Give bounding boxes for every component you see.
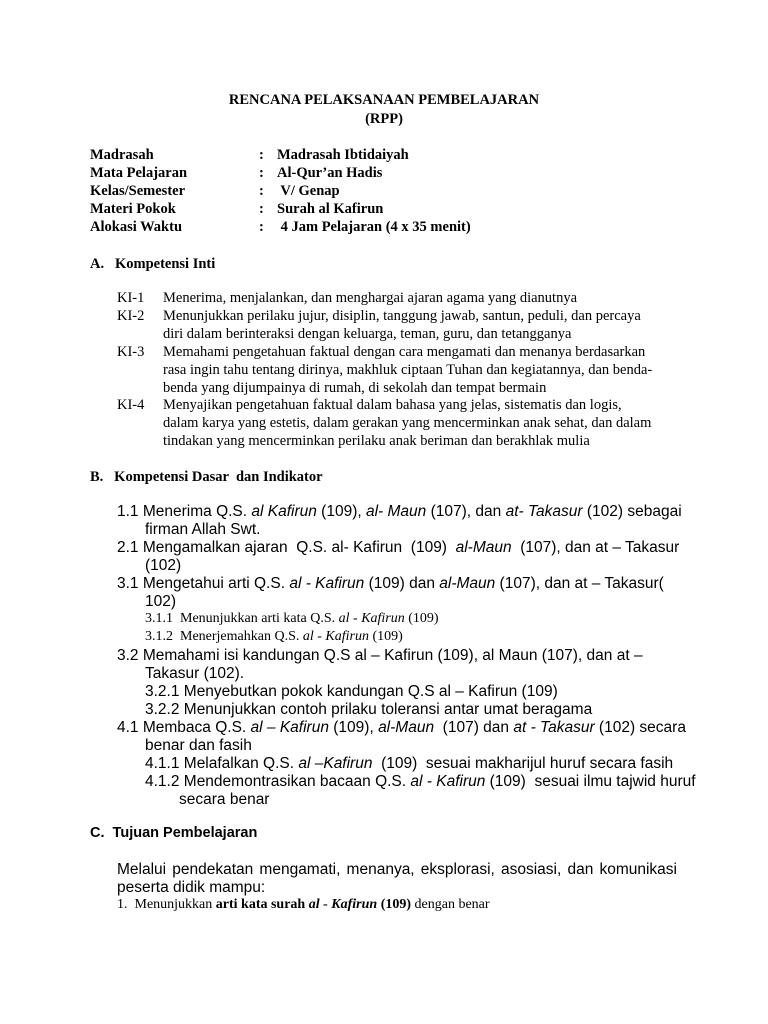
- kd-item: 2.1 Mengamalkan ajaran Q.S. al- Kafirun (109) al-Maun (107), dan at – Takasur: [117, 539, 680, 556]
- kd-item: 3.1 Mengetahui arti Q.S. al - Kafirun (109) dan al-Maun (107), dan at – Takasur(: [117, 575, 664, 592]
- identity-label: Mata Pelajaran: [90, 165, 188, 181]
- section-b-heading: B. Kompetensi Dasar dan Indikator: [90, 469, 323, 485]
- ki-text: Menunjukkan perilaku jujur, disiplin, tanggung jawab, santun, peduli, dan percaya: [163, 308, 641, 324]
- identity-value: 4 Jam Pelajaran (4 x 35 menit): [277, 219, 471, 235]
- indicator-item: 4.1.1 Melafalkan Q.S. al –Kafirun (109) sesuai makharijul huruf secara fasih: [145, 755, 674, 772]
- ki-text: Menerima, menjalankan, dan menghargai ajaran agama yang dianutnya: [163, 290, 578, 306]
- identity-label: Madrasah: [90, 147, 154, 163]
- identity-label: Kelas/Semester: [90, 183, 186, 199]
- kd-item-continuation: (102): [145, 557, 182, 574]
- section-a-heading: A. Kompetensi Inti: [90, 256, 216, 272]
- identity-colon: :: [259, 165, 264, 181]
- indicator-item: 3.1.1 Menunjukkan arti kata Q.S. al - Kafirun (109): [145, 611, 439, 626]
- identity-value: V/ Genap: [277, 183, 340, 199]
- indicator-item: 3.1.2 Menerjemahkan Q.S. al - Kafirun (109): [145, 629, 403, 644]
- objective-paragraph-line: Melalui pendekatan mengamati, menanya, eksplorasi, asosiasi, dan komunikasi: [117, 861, 677, 878]
- indicator-item: 3.2.1 Menyebutkan pokok kandungan Q.S al – Kafirun (109): [145, 683, 558, 700]
- kd-item: 1.1 Menerima Q.S. al Kafirun (109), al- Maun (107), dan at- Takasur (102) sebagai: [117, 503, 682, 520]
- ki-code: KI-2: [117, 308, 145, 324]
- section-c-heading: C. Tujuan Pembelajaran: [90, 825, 258, 841]
- ki-text: rasa ingin tahu tentang dirinya, makhluk ciptaan Tuhan dan kegiatannya, dan benda-: [163, 362, 653, 378]
- doc-title: RENCANA PELAKSANAAN PEMBELAJARAN: [228, 92, 540, 108]
- identity-value: Madrasah Ibtidaiyah: [277, 147, 409, 163]
- indicator-item: 4.1.2 Mendemontrasikan bacaan Q.S. al - Kafirun (109) sesuai ilmu tajwid huruf: [145, 773, 696, 790]
- indicator-item-continuation: secara benar: [179, 791, 270, 808]
- identity-label: Materi Pokok: [90, 201, 176, 217]
- identity-value: Surah al Kafirun: [277, 201, 384, 217]
- kd-item-continuation: Takasur (102).: [145, 665, 245, 682]
- ki-text: Memahami pengetahuan faktual dengan cara mengamati dan menanya berdasarkan: [163, 344, 646, 360]
- indicator-item: 3.2.2 Menunjukkan contoh prilaku toleransi antar umat beragama: [145, 701, 593, 718]
- ki-code: KI-1: [117, 290, 145, 306]
- identity-colon: :: [259, 219, 264, 235]
- ki-code: KI-4: [117, 397, 145, 413]
- ki-text: dalam karya yang estetis, dalam gerakan yang mencerminkan anak sehat, dan dalam: [163, 415, 652, 431]
- kd-item-continuation: firman Allah Swt.: [145, 521, 261, 538]
- identity-colon: :: [259, 201, 264, 217]
- ki-text: benda yang dijumpainya di rumah, di sekolah dan tempat bermain: [163, 380, 547, 396]
- kd-item-continuation: 102): [145, 593, 177, 610]
- kd-item-continuation: benar dan fasih: [145, 737, 252, 754]
- identity-colon: :: [259, 183, 264, 199]
- ki-code: KI-3: [117, 344, 145, 360]
- kd-item: 4.1 Membaca Q.S. al – Kafirun (109), al-Maun (107) dan at - Takasur (102) secara: [117, 719, 686, 736]
- ki-text: tindakan yang mencerminkan perilaku anak beriman dan berakhlak mulia: [163, 433, 590, 449]
- identity-colon: :: [259, 147, 264, 163]
- identity-label: Alokasi Waktu: [90, 219, 183, 235]
- objective-item: 1. Menunjukkan arti kata surah al - Kafirun (109) dengan benar: [117, 897, 490, 912]
- kd-item: 3.2 Memahami isi kandungan Q.S al – Kafirun (109), al Maun (107), dan at –: [117, 647, 643, 664]
- ki-text: diri dalam berinteraksi dengan keluarga, teman, guru, dan tetangganya: [163, 326, 572, 342]
- identity-value: Al-Qur’an Hadis: [277, 165, 383, 181]
- objective-paragraph-line: peserta didik mampu:: [117, 879, 266, 896]
- ki-text: Menyajikan pengetahuan faktual dalam bahasa yang jelas, sistematis dan logis,: [163, 397, 622, 413]
- doc-subtitle: (RPP): [365, 111, 403, 127]
